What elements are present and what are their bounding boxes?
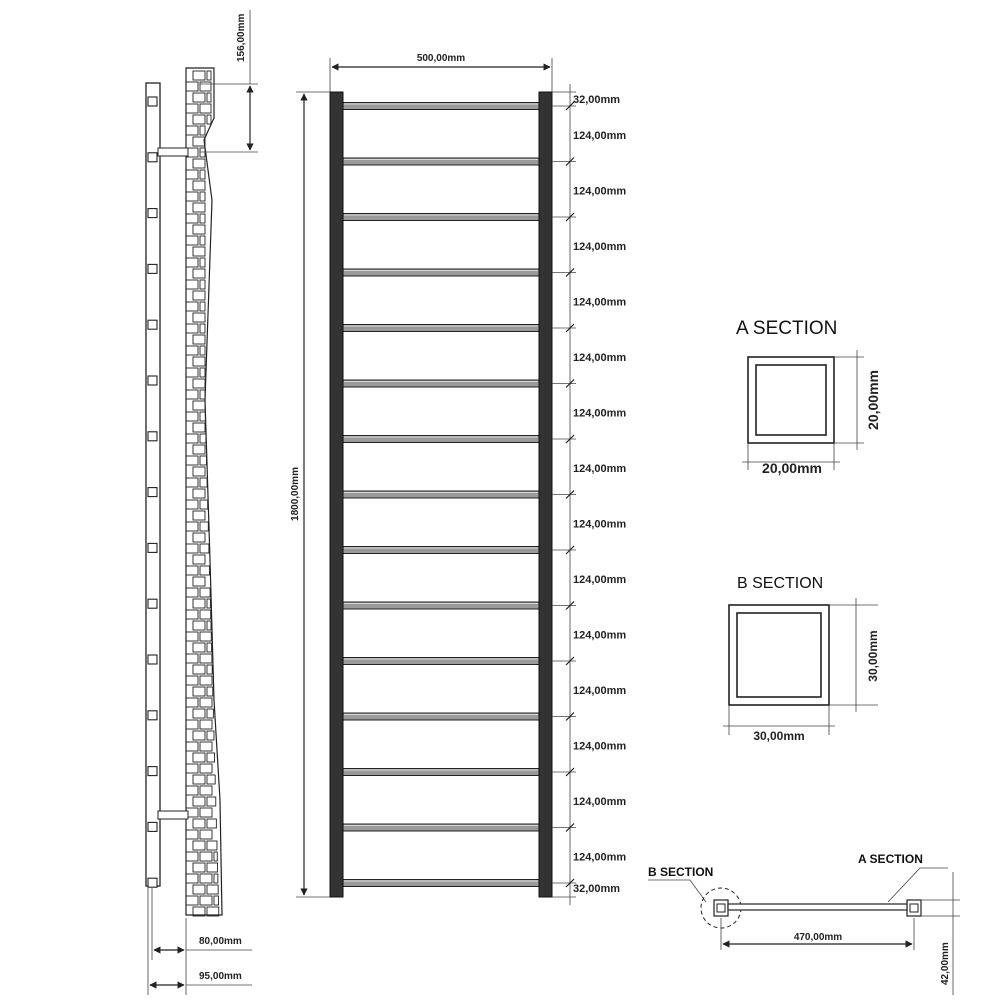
rung-spacing-label: 124,00mm	[573, 241, 627, 253]
rung-spacing-label: 124,00mm	[573, 130, 627, 142]
section-a-title: A SECTION	[736, 318, 838, 339]
top-post-right	[907, 900, 921, 916]
side-rung-end	[148, 655, 157, 664]
left-rail	[330, 92, 343, 897]
section-b-height-label: 30,00mm	[866, 630, 880, 682]
rung-spacing-label: 124,00mm	[573, 740, 627, 753]
side-rung-end	[148, 543, 157, 552]
top-span-label: 470,00mm	[793, 932, 843, 943]
rung-spacing-label: 124,00mm	[573, 851, 627, 864]
side-depth-inner-label: 80,00mm	[199, 936, 242, 947]
side-depth-outer-label: 95,00mm	[199, 971, 242, 982]
side-rung-end	[148, 209, 157, 218]
rung-spacing-dimensions	[552, 84, 626, 905]
rung-spacing-label: 124,00mm	[573, 796, 627, 808]
side-rung-end	[148, 599, 157, 608]
side-rung-end	[148, 767, 157, 776]
wall-bracket-bottom	[158, 811, 188, 819]
rung-spacing-label: 124,00mm	[573, 185, 627, 198]
wall-bracket-top	[158, 148, 188, 156]
top-post-left	[714, 900, 728, 916]
top-rung	[728, 904, 907, 910]
section-b-width-label: 30,00mm	[753, 729, 805, 743]
right-rail	[539, 92, 552, 897]
side-rung-end	[148, 488, 157, 497]
rung-spacing-label: 124,00mm	[573, 463, 627, 475]
top-depth-label: 42,00mm	[940, 942, 951, 985]
section-b-title: B SECTION	[737, 575, 824, 592]
side-rung-end	[148, 153, 157, 162]
side-rung-end	[148, 432, 157, 441]
a-section-callout: A SECTION	[858, 852, 923, 866]
top-view	[648, 852, 960, 995]
section-a	[736, 318, 881, 476]
section-a-inner	[756, 365, 826, 435]
rung-spacing-label: 124,00mm	[573, 574, 627, 586]
rung-spacing-label: 124,00mm	[573, 518, 627, 531]
section-b	[723, 575, 880, 743]
section-b-inner	[737, 613, 821, 697]
b-section-callout: B SECTION	[648, 865, 714, 879]
side-rung-end	[148, 376, 157, 385]
side-view	[146, 10, 258, 995]
side-rung-end	[148, 320, 157, 329]
section-a-height-label: 20,00mm	[865, 370, 881, 430]
rung-spacing-label: 124,00mm	[573, 685, 627, 697]
side-top-offset-label: 156,00mm	[236, 13, 247, 62]
rung-spacing-label: 124,00mm	[573, 407, 627, 420]
rungs	[343, 103, 539, 887]
rung-spacing-label: 124,00mm	[573, 296, 627, 309]
side-rung-end	[148, 822, 157, 831]
side-rung-end	[148, 264, 157, 273]
side-rung-ends	[148, 97, 157, 887]
front-view	[290, 53, 626, 905]
rung-spacing-label: 124,00mm	[573, 352, 627, 364]
front-width-label: 500,00mm	[416, 53, 466, 64]
side-rail	[146, 83, 160, 886]
rung-spacing-label: 32,00mm	[573, 883, 621, 895]
section-a-width-label: 20,00mm	[762, 460, 822, 476]
brick-wall	[186, 71, 219, 916]
front-height-label: 1800,00mm	[290, 467, 301, 521]
side-rung-end	[148, 878, 157, 887]
side-rung-end	[148, 711, 157, 720]
rung-spacing-label: 32,00mm	[573, 94, 621, 106]
side-rung-end	[148, 97, 157, 106]
rung-spacing-label: 124,00mm	[573, 629, 627, 642]
